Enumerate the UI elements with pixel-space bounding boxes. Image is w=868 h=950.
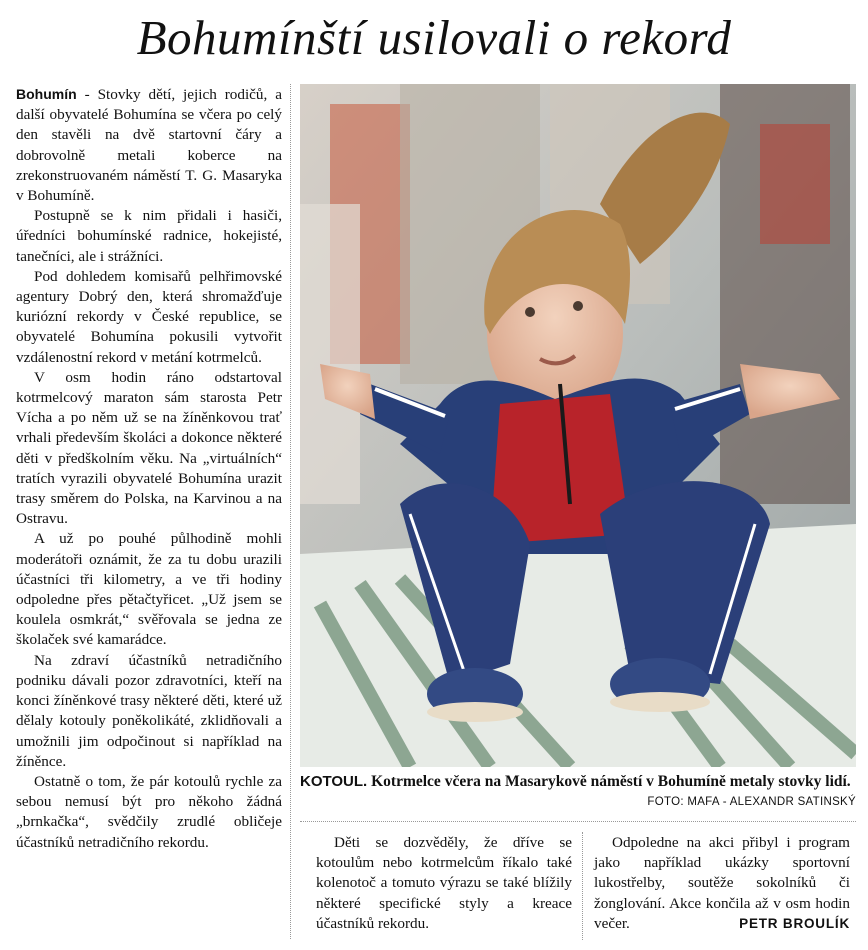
caption-text: Kotrmelce včera na Masarykově náměstí v Bohumíně metaly stovky lidí. (367, 773, 851, 790)
article-paragraph: V osm hodin ráno odstartoval kotrmelcový maraton sám starosta Petr Vícha a po něm už se na žíněnkovou trať vrhali především školáci a dokonce některé děti v předškolním věku. Na „virtuálních“ tratích vyrazili obyvatelé Bohumína urazit trasy směrem do Polska, na Karvinou a na Ostravu. (16, 368, 282, 528)
article-paragraph: Děti se dozvěděly, že dříve se kotoulům nebo kotrmelcům říkalo také kolenotoč a tomuto výrazu se také blížily některé specifické styly a kreace účastníků rekordu. (316, 834, 572, 932)
column-divider (290, 84, 292, 939)
caption-head: KOTOUL. (300, 773, 368, 790)
article-left-column (16, 84, 282, 853)
article-paragraph: Pod dohledem komisařů pelhřimovské agentury Dobrý den, která shromažďuje kuriózní rekordy v České republice, se obyvatelé Bohumína pokusili vytvořit vzdálenostní rekord v metání kotrmelců. (16, 267, 282, 366)
photo-caption (300, 772, 856, 791)
photo-girl-somersault (300, 84, 856, 767)
lead-place: Bohumín (16, 86, 77, 102)
article-paragraph: A už po pouhé půlhodině mohli moderátoři oznámit, že za tu dobu urazili účastníci tři kilometry, a ve tři hodiny odpoledne přes pětačtyřicet. „Už jsem se koulela osmkrát,“ svěřovala se jedna ze školaček své kamarádce. (16, 530, 282, 649)
article-middle-column (316, 833, 572, 934)
article-photo (300, 84, 856, 767)
caption-divider (300, 821, 856, 822)
article-paragraph: Postupně se k nim přidali i hasiči, úředníci bohumínské radnice, hokejisté, tanečníci, ale i strážníci. (16, 207, 282, 265)
article-paragraph (594, 833, 850, 934)
article-paragraph: Ostatně o tom, že pár kotoulů rychle za sebou nemusí být pro někoho žádná „brnkačka“, svědčily zrudlé obličeje účastníků netradičního rekordu. (16, 772, 282, 851)
paragraph-text: Odpoledne na akci přibyl i program jako například ukázky sportovní lukostřelby, soutěže sokolníků či žonglování. Akce končila až v osm hodin večer. (594, 834, 850, 932)
headline: Bohumínští usilovali o rekord (136, 10, 732, 65)
byline: PETR BROULÍK (739, 915, 850, 931)
article-paragraph (16, 84, 282, 206)
photo-credit: FOTO: MAFA - ALEXANDR SATINSKÝ (647, 796, 856, 808)
article-paragraph: Na zdraví účastníků netradičního podniku dávali pozor zdravotníci, kteří na konci žíněnkové trasy některé děti, které už dělaly kotouly poněkolikáté, zklidňovali a umožnili jim odpočinout si například na žíněnce. (16, 651, 282, 770)
paragraph-text: - Stovky dětí, jejich rodičů, a další obyvatelé Bohumína se včera po celý den stavěli na dvě startovní čáry a dobrovolně metali koberce na zrekonstruovaném náměstí T. G. Masaryka v Bohumíně. (16, 86, 282, 205)
column-divider (582, 832, 584, 940)
article-right-column (594, 833, 850, 934)
